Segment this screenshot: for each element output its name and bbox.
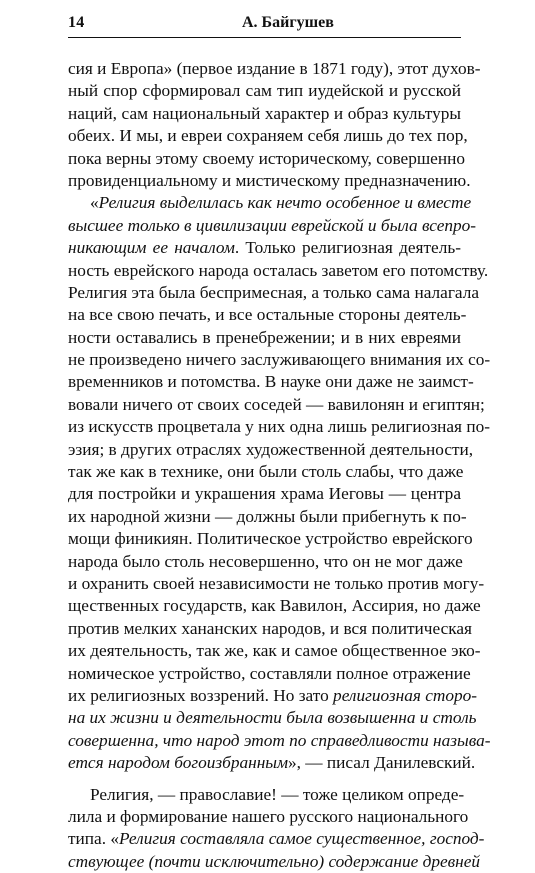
italic-quote-segment: никающим ее началом [68,238,235,258]
text-line [68,685,478,707]
running-head: А. Байгушев [242,14,334,31]
text-line [68,125,468,147]
text-line [68,170,471,192]
text-line [68,595,481,617]
italic-quote-segment: ется народом богоизбранным [68,753,289,773]
text-line [68,416,490,438]
text-line [68,371,474,393]
text-segment: и охранить своей независимости не только против могу- [68,573,485,593]
text-line [68,506,467,528]
text-line [68,282,480,304]
italic-quote-segment: совершенна, что народ этот по справедливости называ- [68,730,491,750]
text-segment: ный спор сформировал сам тип иудейской и русской [68,81,461,101]
text-segment: « [90,193,99,213]
text-line [68,103,461,125]
page-header [68,14,461,38]
text-segment: эзия; в других отраслях художественной деятельности, [68,439,474,459]
italic-quote-segment: Религия выделилась как нечто особенное и вместе [98,193,472,213]
text-segment: так же как в технике, они были столь слабы, что даже [68,462,464,482]
text-segment: номическое устройство, составляли полное отражение [68,663,471,683]
text-segment: провиденциальному и мистическому предназначению. [68,170,471,190]
text-segment: временников и потомства. В науке они даже не заимст- [68,372,474,392]
text-line [68,461,464,483]
text-line [68,192,472,214]
italic-quote-segment: на их жизни и деятельности была возвышенна и столь [68,708,477,728]
text-segment: щественных государств, как Вавилон, Ассирия, но даже [68,596,481,616]
page-number: 14 [68,14,85,31]
text-segment: их деятельность, так же, как и самое общественное эко- [68,641,481,661]
text-line [68,573,485,595]
text-line [68,439,474,461]
text-segment: », — писал Данилевский. [288,753,476,773]
text-line [68,260,489,282]
text-segment: из искусств процветала у них одна лишь религиозная по- [68,417,490,437]
text-line [68,618,472,640]
text-line [68,80,461,102]
text-line [68,148,465,170]
text-line [68,551,461,573]
text-line [68,58,481,80]
text-line [68,707,477,729]
text-line [68,394,485,416]
text-segment: их религиозных воззрений. Но зато [68,685,334,705]
text-segment: пока верны этому своему историческому, совершенно [68,148,465,168]
italic-quote-segment: Религия составляла самое существенное, господ- [119,829,485,849]
text-line [68,730,491,752]
text-line [68,752,476,774]
text-segment: их народной жизни — должны были прибегнуть к по- [68,506,467,526]
text-segment: мощи финикиян. Политическое устройство еврейского [68,529,473,549]
italic-quote-segment: ствующее (почти исключительно) содержание древней [68,851,481,871]
text-line [68,327,461,349]
text-segment: на все свою печать, и все остальные стороны деятель- [68,305,467,325]
text-line [68,784,465,806]
text-segment: лила и формирование нашего русского национального [68,806,469,826]
text-line [68,663,471,685]
text-segment: ность еврейского народа осталась заветом его потомству. [68,260,489,280]
text-segment: Религия эта была беспримесная, а только сама налагала [68,282,480,302]
italic-quote-segment: религиозная сторо- [333,685,478,705]
text-line [68,304,467,326]
text-line [68,806,469,828]
text-segment: вовали ничего от своих соседей — вавилонян и египтян; [68,394,485,414]
text-line [68,237,461,259]
text-segment: народа было столь несовершенно, что он не мог даже [68,551,463,571]
text-line [68,349,491,371]
italic-quote-segment: высшее только в цивилизации еврейской и была всепро- [68,215,477,235]
text-segment: обеих. И мы, и евреи сохраняем себя лишь до тех пор, [68,126,468,146]
header-rule [68,37,461,38]
text-line [68,851,481,873]
text-segment: Религия, — православие! — тоже целиком опреде- [90,784,465,804]
text-line [68,215,477,237]
text-line [68,828,485,850]
text-line [68,528,473,550]
text-segment: против мелких хананских народов, и вся политическая [68,618,472,638]
text-segment: для постройки и украшения храма Иеговы — центра [68,484,461,504]
text-segment: ности оставались в пренебрежении; и в них евреями [68,327,461,347]
text-line [68,483,461,505]
text-segment: . Только религиозная деятель- [234,238,461,258]
text-segment: не произведено ничего заслуживающего внимания их со- [68,350,491,370]
text-line [68,640,481,662]
text-segment: наций, сам национальный характер и образ культуры [68,103,461,123]
text-segment: типа. « [68,829,119,849]
text-segment: сия и Европа» (первое издание в 1871 году), этот духов- [68,59,481,78]
body-text [68,58,491,873]
